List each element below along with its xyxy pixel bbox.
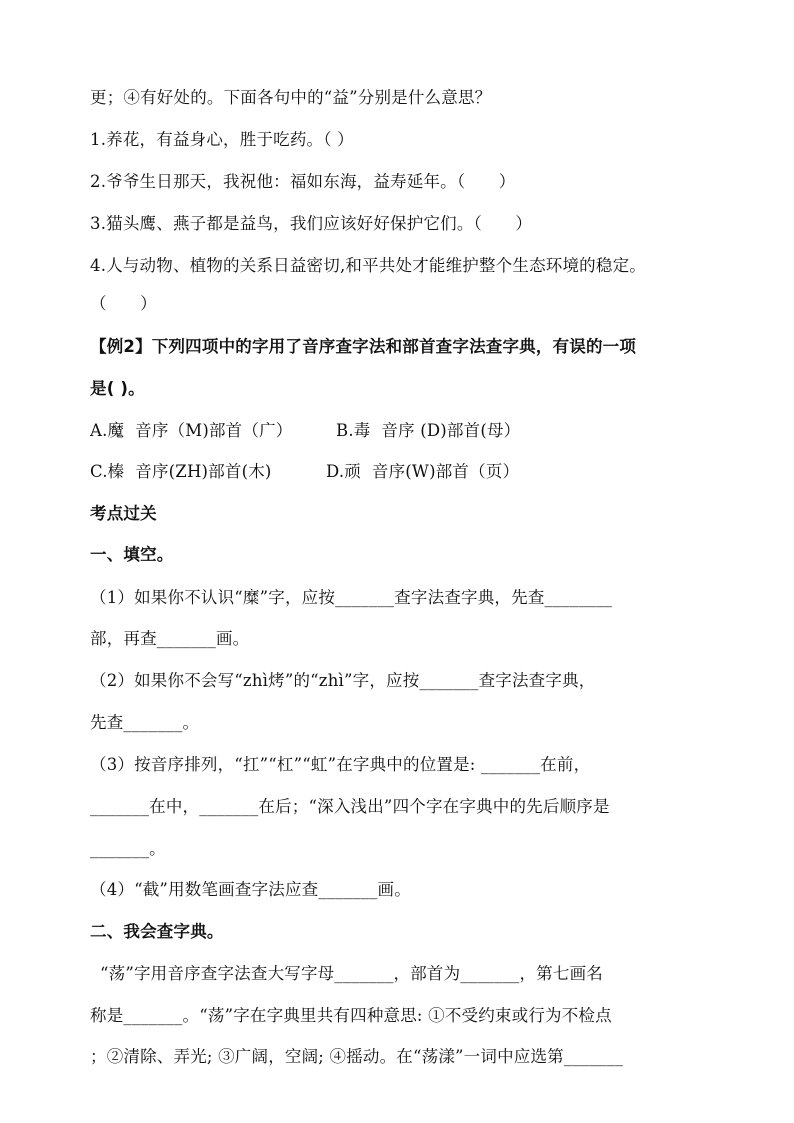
example-2-title: 【例2】下列四项中的字用了音序查字法和部首查字法查字典，有误的一项: [90, 337, 637, 356]
dictionary-para-1: “荡”字用音序查字法查大写字母_______，部首为_______，第七画名: [100, 964, 603, 983]
fill-item-1-cont: 部，再查_______画。: [90, 629, 250, 648]
question-4: 4.人与动物、植物的关系日益密切,和平共处才能维护整个生态环境的稳定。: [90, 256, 646, 275]
fill-item-3-end: _______。: [90, 839, 166, 858]
text-line-1: 更；④有好处的。下面各句中的“益”分别是什么意思？: [90, 88, 492, 107]
option-row-cd: C.榛 音序(ZH)部首(木) D.顽 音序(W)部首（页）: [90, 462, 520, 481]
question-2: 2.爷爷生日那天，我祝他：福如东海，益寿延年。（ ）: [90, 172, 516, 191]
option-row-ab: A.魔 音序（M)部首（广） B.毒 音序 (D)部首(母）: [90, 421, 521, 440]
fill-item-3-cont: _______在中，_______在后；“深入浅出”四个字在字典中的先后顺序是: [90, 797, 610, 816]
fill-item-4: （4）“截”用数笔画查字法应查_______画。: [90, 880, 411, 899]
section-fill-blank: 一、填空。: [90, 545, 174, 564]
fill-item-2-cont: 先查_______。: [90, 713, 200, 732]
fill-item-2: （2）如果你不会写“zhì烤”的“zhì”字，应按_______查字法查字典，: [90, 671, 596, 690]
fill-item-3: （3）按音序排列，“扛”“杠”“虹”在字典中的位置是: _______在前，: [90, 755, 591, 774]
question-1: 1.养花，有益身心，胜于吃药。（ ）: [90, 130, 354, 149]
question-3: 3.猫头鹰、燕子都是益鸟，我们应该好好保护它们。（ ）: [90, 214, 533, 233]
fill-item-1: （1）如果你不认识“糜”字，应按_______查字法查字典，先查________: [90, 588, 613, 607]
dictionary-para-3: ；②清除、弄光; ③广阔，空阔; ④摇动。在“荡漾”一词中应选第_______: [90, 1047, 624, 1066]
example-2-title-cont: 是( )。: [90, 379, 145, 398]
question-4-answer: （ ）: [90, 294, 157, 313]
dictionary-para-2: 称是_______。“荡”字在字典里共有四种意思: ①不受约束或行为不检点: [90, 1006, 612, 1025]
section-dictionary: 二、我会查字典。: [90, 922, 224, 941]
section-kaodian: 考点过关: [90, 504, 157, 523]
